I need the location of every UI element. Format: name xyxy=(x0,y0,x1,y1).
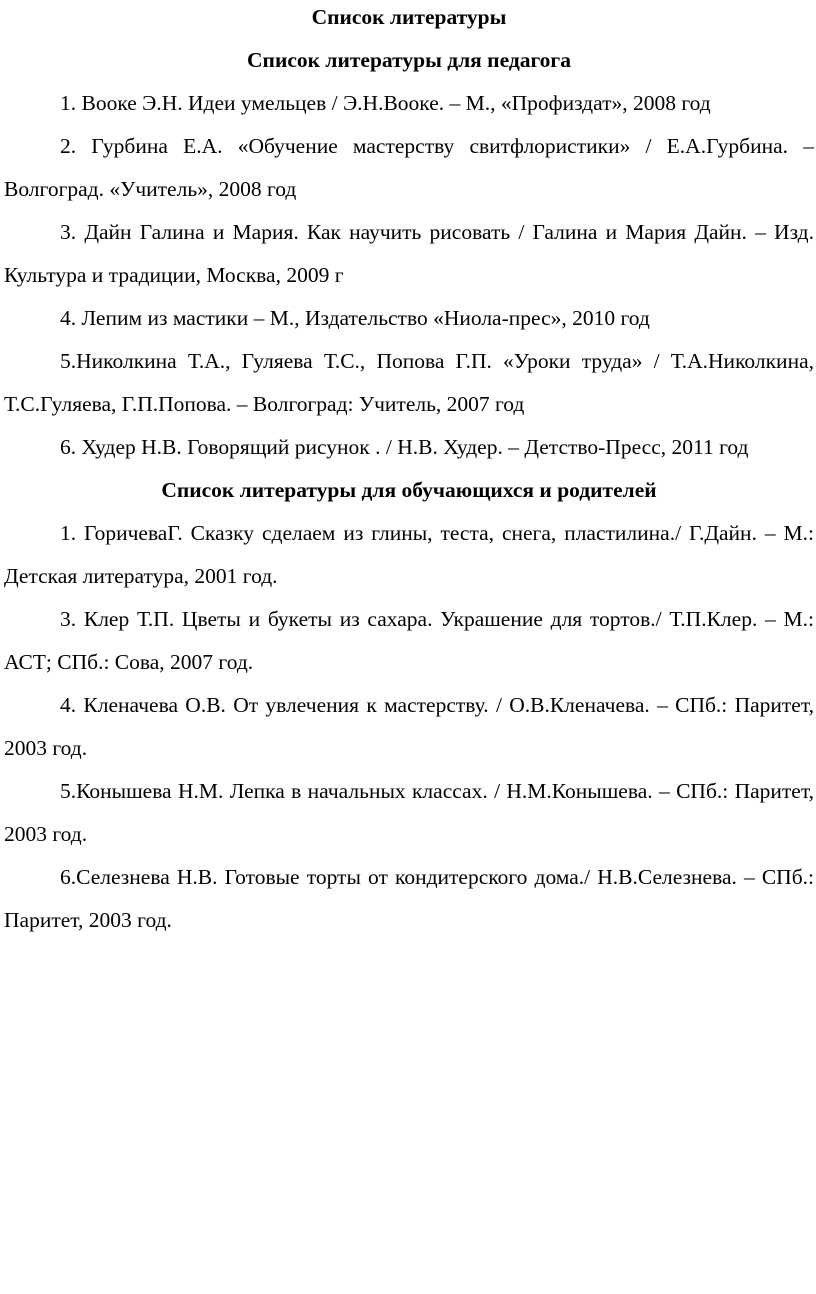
bibliography-entry: 5.Конышева Н.М. Лепка в начальных классах. / Н.М.Конышева. – СПб.: Паритет, 2003 год. xyxy=(4,779,814,846)
section-heading: Список литературы для педагога xyxy=(247,48,571,72)
section-heading: Список литературы для обучающихся и родителей xyxy=(161,478,657,502)
bibliography-entry: 6. Худер Н.В. Говорящий рисунок . / Н.В. Худер. – Детство-Пресс, 2011 год xyxy=(60,435,749,459)
bibliography-entry: 5.Николкина Т.А., Гуляева Т.С., Попова Г.П. «Уроки труда» / Т.А.Николкина, Т.С.Гуляева, Г.П.Попова. – Волгоград: Учитель, 2007 год xyxy=(4,349,814,416)
bibliography-entry: 3. Дайн Галина и Мария. Как научить рисовать / Галина и Мария Дайн. – Изд. Культура и традиции, Москва, 2009 г xyxy=(4,220,814,287)
bibliography-entry: 2. Гурбина Е.А. «Обучение мастерству свитфлористики» / Е.А.Гурбина. – Волгоград. «Учитель», 2008 год xyxy=(4,134,814,201)
bibliography-entry: 4. Кленачева О.В. От увлечения к мастерству. / О.В.Кленачева. – СПб.: Паритет, 2003 год. xyxy=(4,693,814,760)
document-page xyxy=(4,0,814,942)
section-students-parents-literature xyxy=(4,469,814,942)
bibliography-entry: 1. Вооке Э.Н. Идеи умельцев / Э.Н.Вооке. – М., «Профиздат», 2008 год xyxy=(60,91,711,115)
bibliography-entry: 4. Лепим из мастики – М., Издательство «Ниола-прес», 2010 год xyxy=(60,306,650,330)
page-title: Список литературы xyxy=(311,5,507,29)
bibliography-entry: 6.Селезнева Н.В. Готовые торты от кондитерского дома./ Н.В.Селезнева. – СПб.: Паритет, 2003 год. xyxy=(4,865,814,932)
bibliography-entry: 1. ГоричеваГ. Сказку сделаем из глины, теста, снега, пластилина./ Г.Дайн. – М.: Детская литература, 2001 год. xyxy=(4,521,814,588)
bibliography-entry: 3. Клер Т.П. Цветы и букеты из сахара. Украшение для тортов./ Т.П.Клер. – М.: АСТ; СПб.: Сова, 2007 год. xyxy=(4,607,814,674)
section-teacher-literature xyxy=(4,39,814,469)
